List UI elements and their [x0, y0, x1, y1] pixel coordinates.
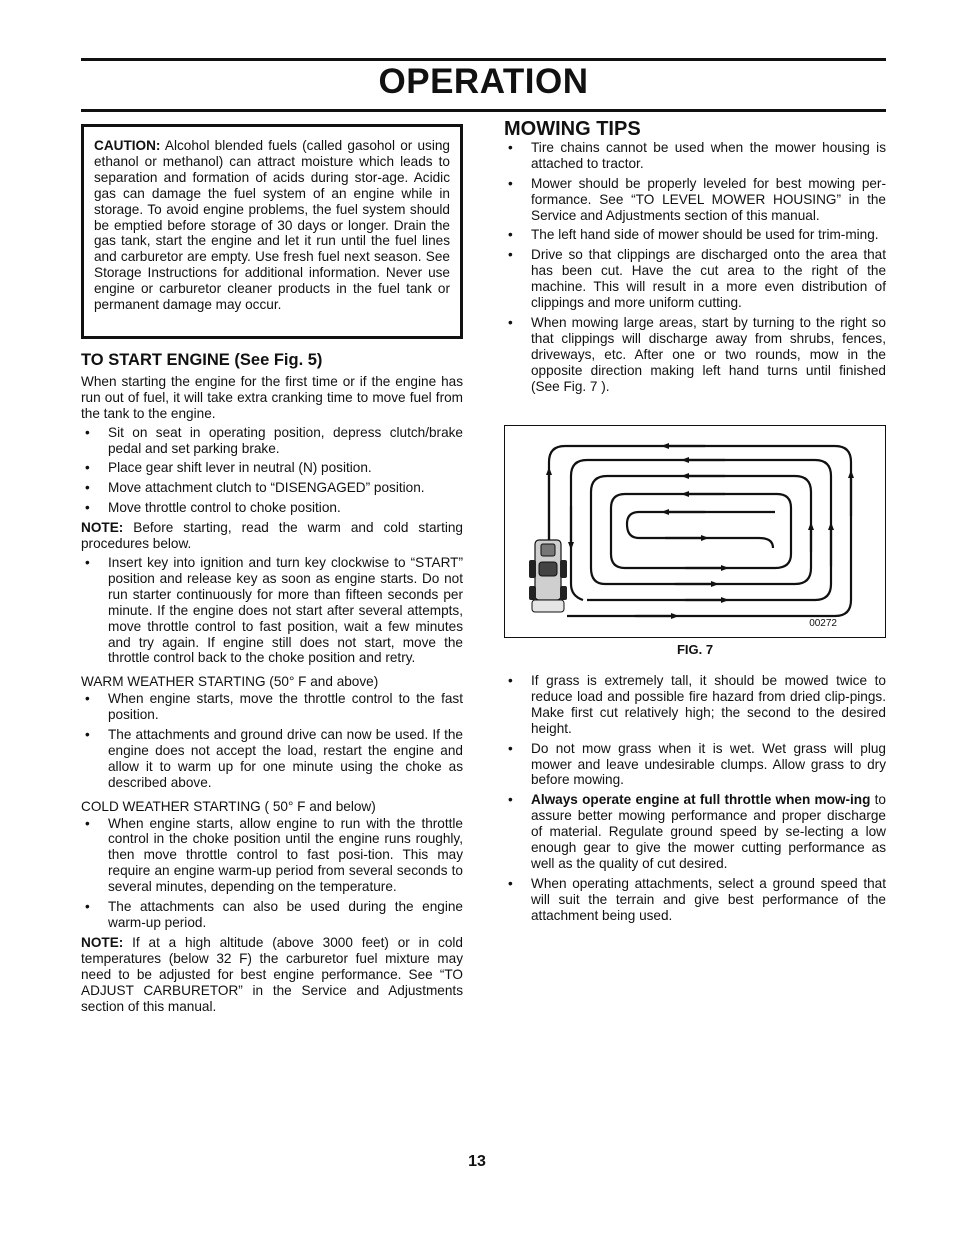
mowing-pattern-diagram	[505, 426, 884, 636]
throttle-text: to assure better mowing performance and proper discharge of material. Regulate ground speed by se-lecting a low enough gear to give the mower cutting performance as well as the quality of cut desired.	[531, 792, 886, 871]
page-number: 13	[468, 1153, 486, 1170]
list-item: • Tire chains cannot be used when the mower housing is attached to tractor.	[504, 140, 886, 172]
list-item: • When engine starts, allow engine to run with the throttle control in the choke position until the engine runs roughly, then move throttle control to fast posi-tion. This may require an engine warm-up period from several seconds to several minutes, depending on the temperature.	[81, 816, 463, 896]
list-item: • Place gear shift lever in neutral (N) position.	[81, 460, 463, 476]
caution-text: Alcohol blended fuels (called gasohol or using ethanol or methanol) can attract moisture which leads to separation and formation of acids during stor-age. Acidic gas can damage the fuel system of an engine while in storage. To avoid engine problems, the fuel system should be emptied before storage of 30 days or longer. Drain the gas tank, start the engine and let it run until the fuel lines and carburetor are empty. Use fresh fuel next season. See Storage Instructions for additional information. Never use engine or carburetor cleaner products in the fuel tank or permanent damage may occur.	[94, 138, 450, 313]
note-text: If at a high altitude (above 3000 feet) or in cold temperatures (below 32 F) the carburetor fuel mixture may need to be adjusted for best engine performance. See “TO ADJUST CARBURETOR” in the Service and Adjustments section of this manual.	[81, 934, 463, 1014]
note-altitude	[81, 935, 463, 1015]
mowing-tips-section	[504, 118, 886, 399]
caution-label: CAUTION:	[94, 138, 161, 153]
list-item: • Do not mow grass when it is wet. Wet grass will plug mower and leave undesirable clumps. Allow grass to dry before mowing.	[504, 741, 886, 789]
note-label: NOTE:	[81, 520, 124, 536]
list-item: • Move throttle control to choke position.	[81, 500, 463, 516]
cold-steps-list	[81, 816, 463, 931]
note-before-starting	[81, 520, 463, 552]
cold-weather-heading: COLD WEATHER STARTING ( 50° F and below)	[81, 798, 376, 814]
note-label: NOTE:	[81, 934, 124, 950]
fourth-pass-path	[611, 494, 791, 568]
mowing-tips-continued	[504, 673, 886, 928]
mowing-tips-list-continued	[504, 673, 886, 924]
list-item: • The left hand side of mower should be used for trim-ming.	[504, 227, 886, 243]
list-item: • Mower should be properly leveled for best mowing per-formance. See “TO LEVEL MOWER HOUSING” in the Service and Adjustments section of this manual.	[504, 176, 886, 224]
start-engine-heading: TO START ENGINE (See Fig. 5)	[81, 351, 323, 369]
list-item: • If grass is extremely tall, it should be mowed twice to reduce load and possible fire hazard from dried clip-pings. Make first cut relatively high; the second to the desired height.	[504, 673, 886, 737]
list-item: • The attachments can also be used during the engine warm-up period.	[81, 899, 463, 931]
start-steps-list	[81, 425, 463, 517]
list-item: • When mowing large areas, start by turning to the right so that clippings will discharge away from shrubs, fences, driveways, etc. After one or two rounds, mow in the opposite direction making left hand turns until finished (See Fig. 7 ).	[504, 315, 886, 395]
warm-weather-heading: WARM WEATHER STARTING (50° F and above)	[81, 674, 379, 690]
caution-box	[81, 124, 463, 339]
throttle-bold-text: Always operate engine at full throttle when mow-ing	[531, 792, 871, 808]
page-title: OPERATION	[378, 62, 589, 101]
caution-paragraph	[94, 138, 450, 313]
list-item: • When operating attachments, select a ground speed that will suit the terrain and give best performance of the attachment being used.	[504, 876, 886, 924]
list-item: • Sit on seat in operating position, depress clutch/brake pedal and set parking brake.	[81, 425, 463, 457]
list-item: • Move attachment clutch to “DISENGAGED” position.	[81, 480, 463, 496]
list-item: • Drive so that clippings are discharged onto the area that has been cut. Have the cut area to the right of the machine. This will result in a more even distribution of clippings and more uniform cutting.	[504, 247, 886, 311]
warm-steps-list	[81, 691, 463, 790]
inner-pass-path	[627, 512, 775, 548]
figure-caption: FIG. 7	[676, 642, 714, 657]
tractor-icon	[529, 540, 567, 612]
mowing-pattern-figure	[504, 425, 886, 638]
mowing-tips-list	[504, 140, 886, 395]
start-engine-intro: When starting the engine for the first time or if the engine has run out of fuel, it will take extra cranking time to move fuel from the tank to the engine.	[81, 373, 463, 421]
start-engine-section	[81, 353, 463, 1017]
list-item: • When engine starts, move the throttle control to the fast position.	[81, 691, 463, 723]
key-steps-list	[81, 555, 463, 666]
list-item: • The attachments and ground drive can now be used. If the engine does not accept the load, restart the engine and allow it to warm up for one minute using the choke as described above.	[81, 727, 463, 791]
figure-code: 00272	[809, 618, 837, 629]
list-item	[504, 792, 886, 872]
list-item: • Insert key into ignition and turn key clockwise to “START” position and release key as soon as engine starts. Do not run starter continuously for more than fifteen seconds per minute. If the engine does not start after several attempts, move throttle control to fast position, wait a few minutes and try again. If engine still does not start, move the throttle control back to the choke position and retry.	[81, 555, 463, 666]
note-text: Before starting, read the warm and cold starting procedures below.	[81, 520, 463, 552]
mowing-tips-heading: MOWING TIPS	[504, 118, 641, 140]
top-rule	[81, 58, 886, 61]
outer-pass-path	[549, 446, 851, 616]
title-underline	[81, 109, 886, 112]
